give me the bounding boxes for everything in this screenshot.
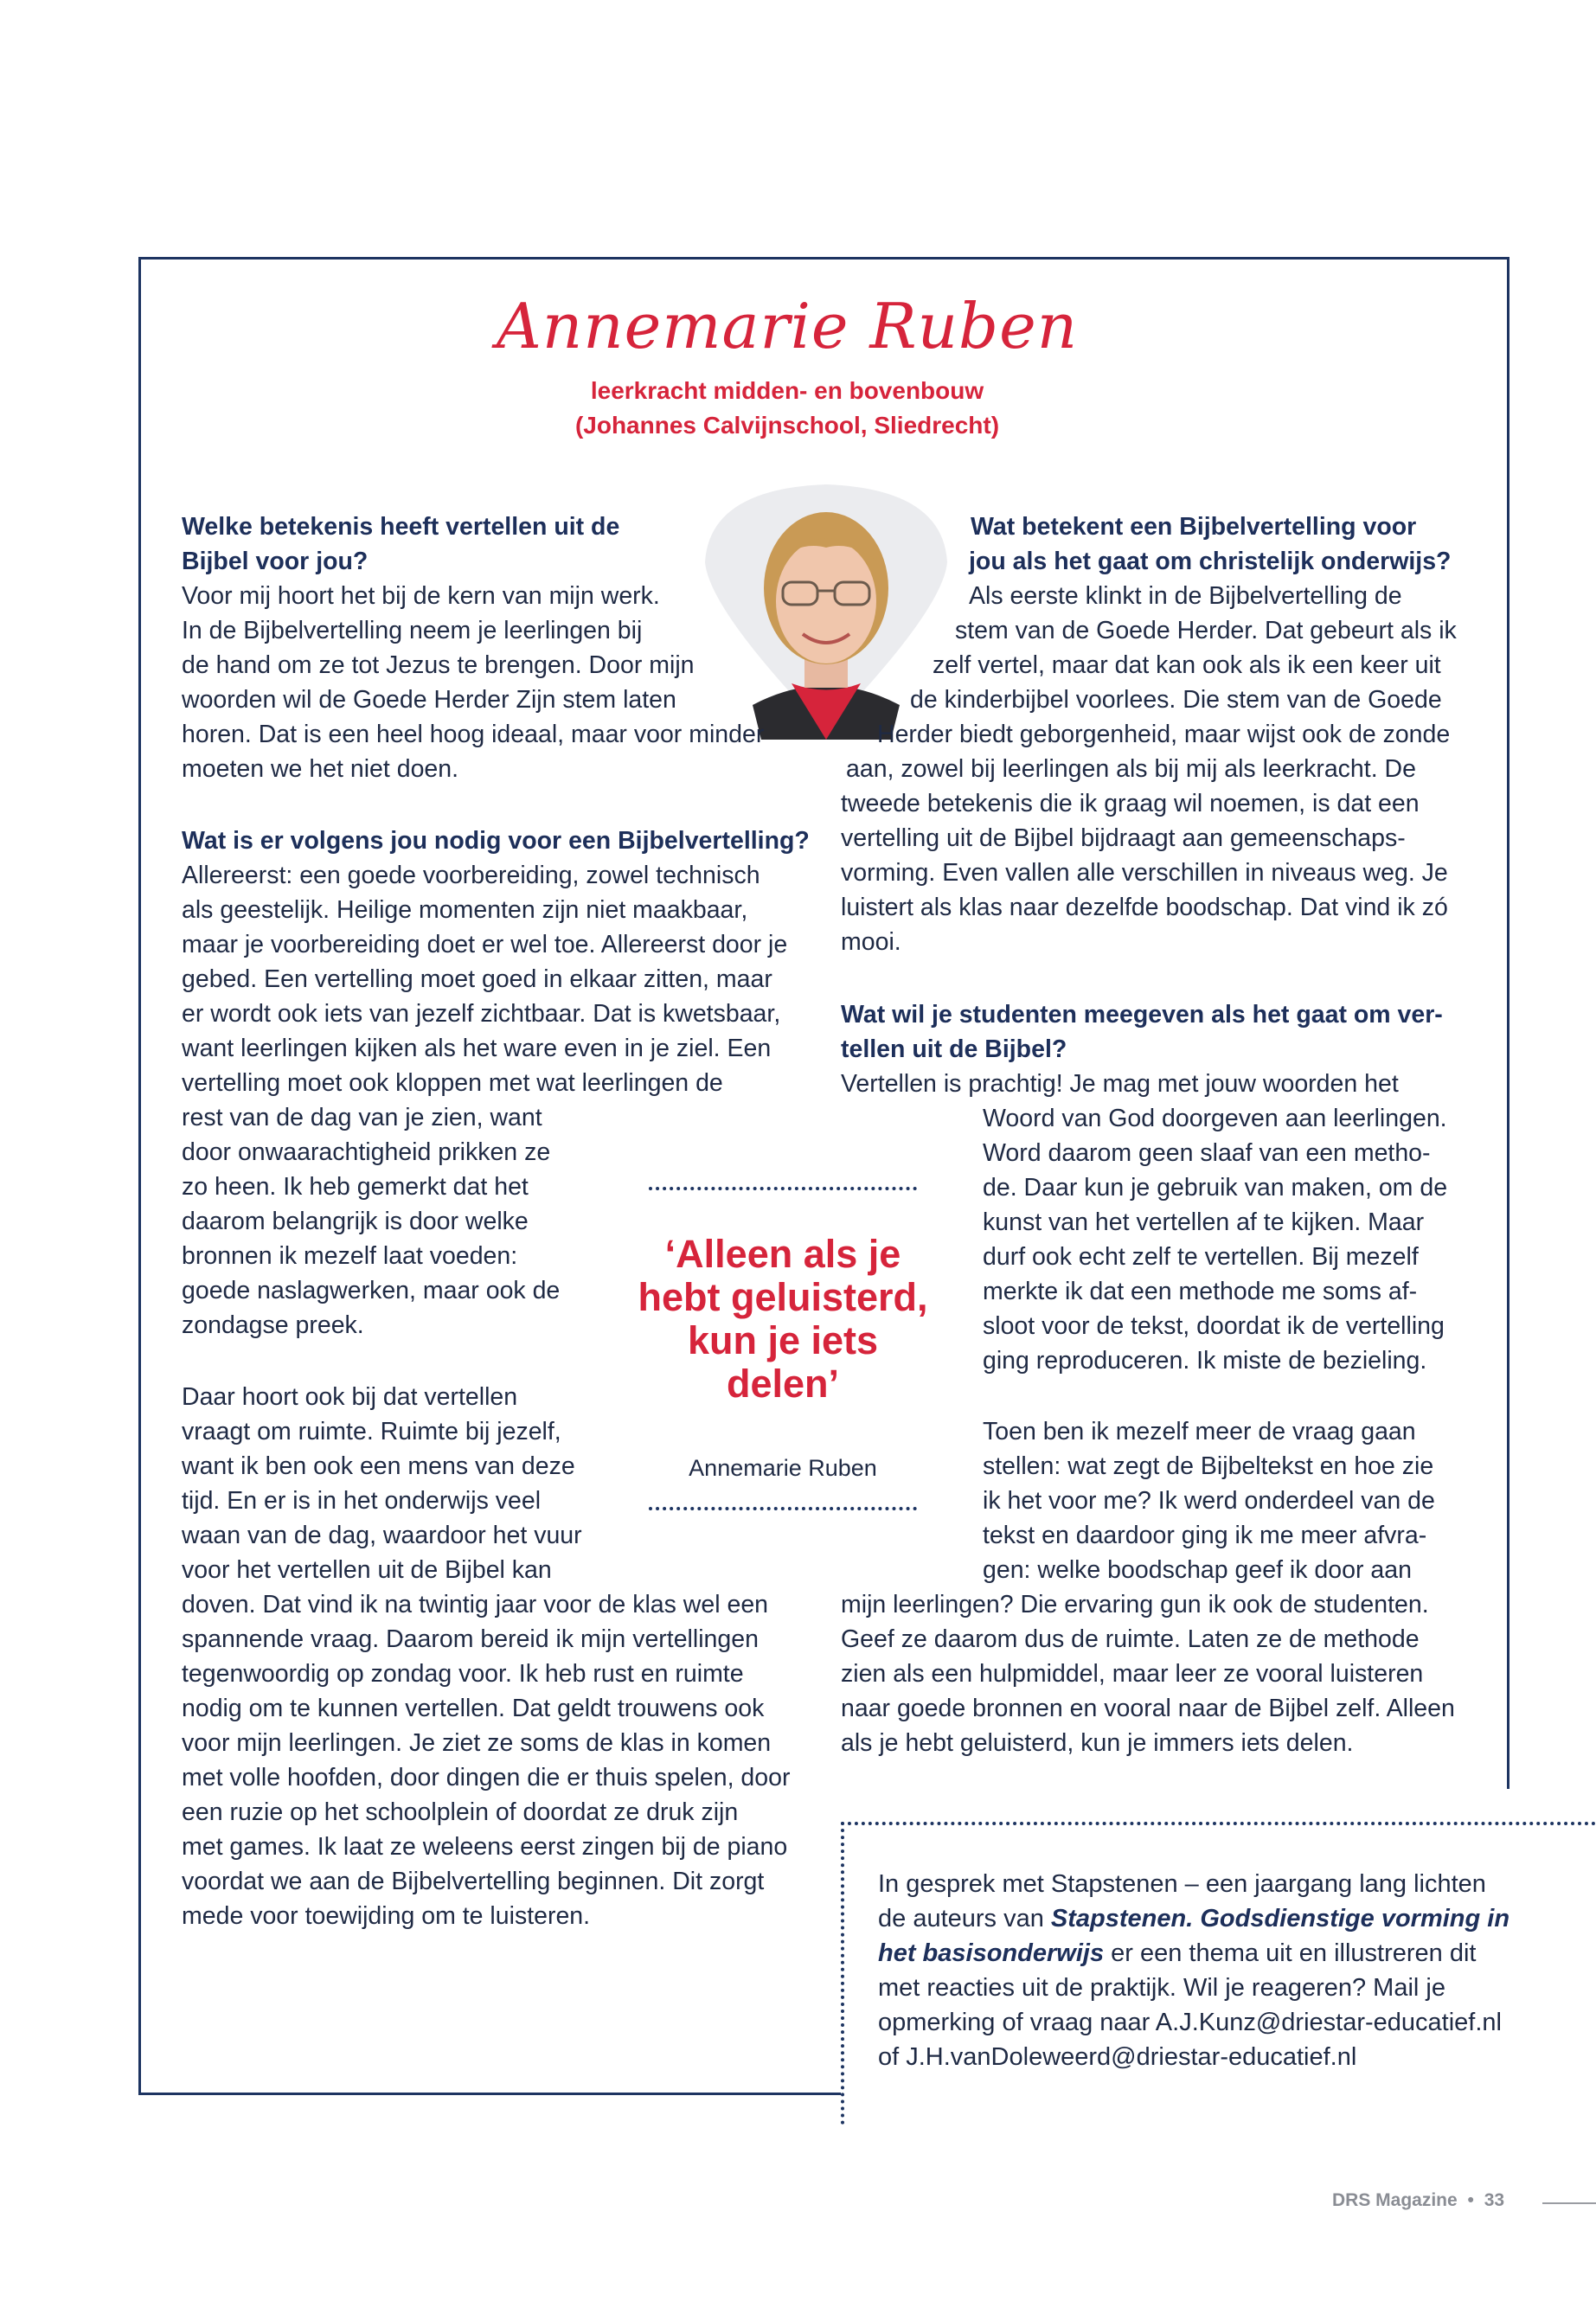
- pull-quote-line: hebt geluisterd,: [638, 1275, 928, 1319]
- info-line: [878, 1901, 1509, 1936]
- right-a1-line: tweede betekenis die ik graag wil noemen, is dat een: [841, 790, 1420, 817]
- left-a1-line: Voor mij hoort het bij de kern van mijn werk.: [182, 582, 660, 610]
- left-a3-line: tegenwoordig op zondag voor. Ik heb rust en ruimte: [182, 1660, 744, 1688]
- left-a2-line: want leerlingen kijken als het ware even in je ziel. Een: [182, 1035, 772, 1062]
- right-a3-line: naar goede bronnen en vooral naar de Bijbel zelf. Alleen: [841, 1695, 1455, 1722]
- left-a2-line: maar je voorbereiding doet er wel toe. Allereerst door je: [182, 931, 788, 958]
- left-a1-line: horen. Dat is een heel hoog ideaal, maar voor minder: [182, 721, 765, 748]
- left-a3-line: doven. Dat vind ik na twintig jaar voor de klas wel een: [182, 1591, 769, 1618]
- info-line: [878, 1936, 1509, 1971]
- right-q2-line: tellen uit de Bijbel?: [841, 1035, 1067, 1063]
- left-a2-line: door onwaarachtigheid prikken ze: [182, 1138, 551, 1166]
- right-a3-line: zien als een hulpmiddel, maar leer ze vooral luisteren: [841, 1660, 1424, 1688]
- pull-quote-line: kun je iets: [687, 1318, 879, 1362]
- left-a3-line: voor het vertellen uit de Bijbel kan: [182, 1556, 552, 1584]
- pull-quote-author: Annemarie Ruben: [689, 1455, 877, 1481]
- right-a2-line: Woord van God doorgeven aan leerlingen.: [983, 1105, 1447, 1132]
- left-a2-line: er wordt ook iets van jezelf zichtbaar. Dat is kwetsbaar,: [182, 1000, 781, 1028]
- left-question-1: [182, 510, 619, 579]
- author-school: (Johannes Calvijnschool, Sliedrecht): [574, 412, 1000, 439]
- right-a3-line: als je hebt geluisterd, kun je immers iets delen.: [841, 1729, 1354, 1757]
- right-a3-line: mijn leerlingen? Die ervaring gun ik ook de studenten.: [841, 1591, 1429, 1618]
- right-a1-line: vorming. Even vallen alle verschillen in niveaus weg. Je: [841, 859, 1448, 887]
- right-answer-1: [841, 579, 1457, 959]
- info-line: met reacties uit de praktijk. Wil je reageren? Mail je: [878, 1974, 1445, 2002]
- right-a1-line: stem van de Goede Herder. Dat gebeurt als ik: [955, 617, 1457, 644]
- right-a1-line: vertelling uit de Bijbel bijdraagt aan gemeenschaps-: [841, 824, 1406, 852]
- right-a1-line: mooi.: [841, 928, 901, 956]
- quote-divider-top: [649, 1187, 917, 1190]
- left-a3-line: want ik ben ook een mens van deze: [182, 1452, 575, 1480]
- right-a1-line: Als eerste klinkt in de Bijbelvertelling de: [969, 582, 1402, 610]
- right-a2-line: Vertellen is prachtig! Je mag met jouw woorden het: [841, 1070, 1399, 1098]
- right-a1-line: luistert als klas naar dezelfde boodschap. Dat vind ik zó: [841, 894, 1448, 921]
- info-box-text: [878, 1867, 1509, 2074]
- right-a2-line: sloot voor de tekst, doordat ik de vertelling: [983, 1312, 1445, 1340]
- magazine-name: DRS Magazine: [1332, 2190, 1458, 2210]
- book-title: Stapstenen. Godsdienstige vorming in: [1050, 1905, 1510, 1932]
- left-a1-line: de hand om ze tot Jezus te brengen. Door mijn: [182, 651, 695, 679]
- right-a3-line: gen: welke boodschap geef ik door aan: [983, 1556, 1412, 1584]
- right-a2-line: Word daarom geen slaaf van een metho-: [983, 1139, 1431, 1167]
- left-a3-line: een ruzie op het schoolplein of doordat ze druk zijn: [182, 1798, 739, 1826]
- left-a2-line: als geestelijk. Heilige momenten zijn niet maakbaar,: [182, 896, 748, 924]
- left-q1-line: Bijbel voor jou?: [182, 548, 369, 575]
- left-a3-line: vraagt om ruimte. Ruimte bij jezelf,: [182, 1418, 561, 1445]
- left-a1-line: moeten we het niet doen.: [182, 755, 459, 783]
- left-a1-line: In de Bijbelvertelling neem je leerlingen bij: [182, 617, 643, 644]
- left-a2-line: bronnen ik mezelf laat voeden:: [182, 1242, 518, 1270]
- info-email-line[interactable]: of J.H.vanDoleweerd@driestar-educatief.nl: [878, 2043, 1357, 2071]
- left-a2-line: Allereerst: een goede voorbereiding, zowel technisch: [182, 862, 760, 889]
- left-a3-line: Daar hoort ook bij dat vertellen: [182, 1383, 518, 1411]
- right-q2-line: Wat wil je studenten meegeven als het gaat om ver-: [841, 1001, 1443, 1029]
- author-role: leerkracht midden- en bovenbouw: [590, 377, 984, 404]
- right-a3-line: Geef ze daarom dus de ruimte. Laten ze de methode: [841, 1625, 1420, 1653]
- right-question-1: [971, 510, 1451, 579]
- right-a2-line: merkte ik dat een methode me soms af-: [983, 1278, 1418, 1305]
- left-a2-line: daarom belangrijk is door welke: [182, 1208, 529, 1235]
- right-a2-line: de. Daar kun je gebruik van maken, om de: [983, 1174, 1448, 1202]
- left-q1-line: Welke betekenis heeft vertellen uit de: [182, 513, 620, 541]
- info-email-line[interactable]: opmerking of vraag naar A.J.Kunz@driestar-educatief.nl: [878, 2009, 1502, 2036]
- right-a1-line: aan, zowel bij leerlingen als bij mij als leerkracht. De: [846, 755, 1416, 783]
- pull-quote: [623, 1233, 943, 1406]
- book-title: het basisonderwijs: [878, 1939, 1105, 1967]
- left-a2-line: rest van de dag van je zien, want: [182, 1104, 542, 1131]
- left-a3-line: nodig om te kunnen vertellen. Dat geldt trouwens ook: [182, 1695, 765, 1722]
- right-q1-line: Wat betekent een Bijbelvertelling voor: [971, 513, 1417, 541]
- left-a3-line: tijd. En er is in het onderwijs veel: [182, 1487, 542, 1515]
- info-text: de auteurs van: [878, 1905, 1051, 1932]
- right-a3-line: Toen ben ik mezelf meer de vraag gaan: [983, 1418, 1416, 1445]
- author-name-signature: Annemarie Ruben: [496, 290, 1079, 362]
- left-a2-line: goede naslagwerken, maar ook de: [182, 1277, 561, 1304]
- left-a2-line: zo heen. Ik heb gemerkt dat het: [182, 1173, 529, 1201]
- left-a3-line: spannende vraag. Daarom bereid ik mijn vertellingen: [182, 1625, 759, 1653]
- page-footer: [1332, 2190, 1504, 2211]
- right-a3-line: tekst en daardoor ging ik me meer afvra-: [983, 1522, 1427, 1549]
- right-a3-line: stellen: wat zegt de Bijbeltekst en hoe zie: [983, 1452, 1434, 1480]
- right-a3-line: ik het voor me? Ik werd onderdeel van de: [983, 1487, 1435, 1515]
- pull-quote-line: delen’: [726, 1362, 840, 1406]
- left-a3-line: met games. Ik laat ze weleens eerst zingen bij de piano: [182, 1833, 788, 1861]
- left-a1-line: woorden wil de Goede Herder Zijn stem laten: [182, 686, 676, 714]
- left-a2-line: zondagse preek.: [182, 1311, 364, 1339]
- left-a3-line: met volle hoofden, door dingen die er thuis spelen, door: [182, 1764, 791, 1791]
- left-question-2: [182, 824, 810, 858]
- right-a1-line: Herder biedt geborgenheid, maar wijst ook de zonde: [877, 721, 1451, 748]
- author-subtitle: [484, 374, 1090, 443]
- right-a2-line: durf ook echt zelf te vertellen. Bij mezelf: [983, 1243, 1419, 1271]
- left-a3-line: mede voor toewijding om te luisteren.: [182, 1902, 591, 1930]
- left-answer-1: [182, 579, 764, 786]
- right-a2-line: ging reproduceren. Ik miste de bezieling.: [983, 1347, 1427, 1375]
- info-line: In gesprek met Stapstenen – een jaargang lang lichten: [878, 1870, 1486, 1898]
- footer-separator: •: [1467, 2190, 1474, 2210]
- right-a2-line: kunst van het vertellen af te kijken. Maar: [983, 1208, 1425, 1236]
- right-a1-line: zelf vertel, maar dat kan ook als ik een keer uit: [933, 651, 1441, 679]
- right-question-2: [841, 997, 1443, 1067]
- info-text: er een thema uit en illustreren dit: [1104, 1939, 1477, 1967]
- footer-rule: [1542, 2202, 1596, 2204]
- left-q2-line: Wat is er volgens jou nodig voor een Bijbelvertelling?: [182, 827, 810, 855]
- left-a3-line: voor mijn leerlingen. Je ziet ze soms de klas in komen: [182, 1729, 772, 1757]
- left-a2-line: gebed. Een vertelling moet goed in elkaar zitten, maar: [182, 965, 772, 993]
- left-a3-line: voordat we aan de Bijbelvertelling beginnen. Dit zorgt: [182, 1868, 765, 1895]
- left-a3-line: waan van de dag, waardoor het vuur: [182, 1522, 582, 1549]
- left-a2-line: vertelling moet ook kloppen met wat leerlingen de: [182, 1069, 723, 1097]
- pull-quote-line: ‘Alleen als je: [664, 1232, 901, 1276]
- right-a1-line: de kinderbijbel voorlees. Die stem van de Goede: [910, 686, 1442, 714]
- quote-divider-bottom: [649, 1507, 917, 1510]
- page-number: 33: [1484, 2190, 1505, 2210]
- right-q1-line: jou als het gaat om christelijk onderwijs?: [969, 548, 1452, 575]
